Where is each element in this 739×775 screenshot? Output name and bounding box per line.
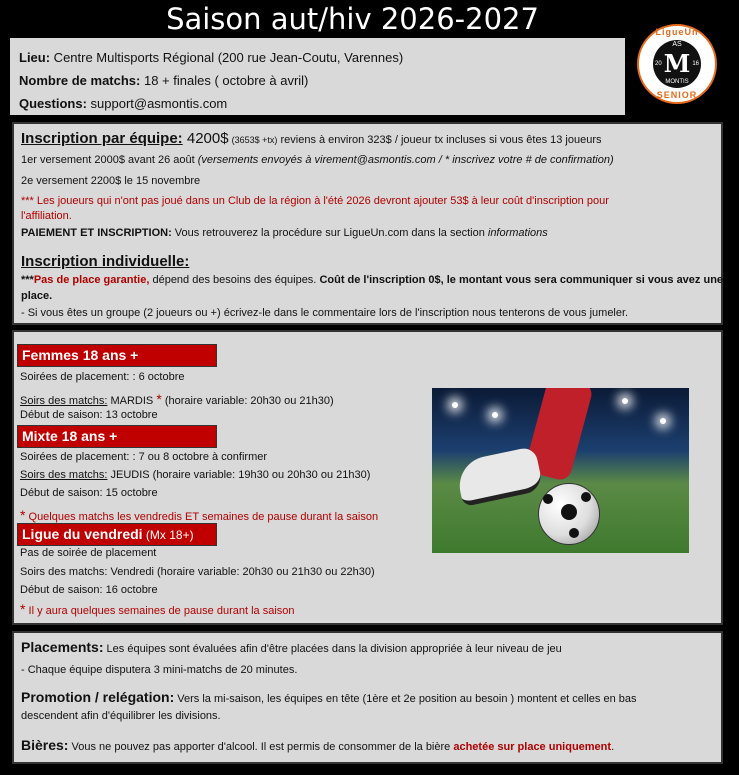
lieu-label: Lieu: bbox=[19, 50, 51, 65]
matchs-label: Nombre de matchs: bbox=[19, 73, 141, 88]
logo-top-text: LigueUn bbox=[655, 27, 699, 37]
player-boot bbox=[454, 446, 544, 507]
rules-box bbox=[12, 631, 723, 764]
stadium-light bbox=[660, 418, 666, 424]
promotion-line-cont: descendent afin d'équilibrer les divisions. bbox=[21, 710, 221, 722]
femmes-placement: Soirées de placement: : 6 octobre bbox=[20, 371, 185, 383]
placements-text: Les équipes sont évaluées afin d'être placées dans la division appropriée à leur niveau de jeu bbox=[103, 643, 562, 655]
individuelle-heading-text: Inscription individuelle: bbox=[21, 253, 190, 270]
logo-letter: M bbox=[663, 49, 691, 78]
ball-patch bbox=[569, 528, 579, 538]
femmes-debut: Début de saison: 13 octobre bbox=[20, 409, 158, 421]
bieres-line bbox=[21, 737, 614, 753]
paiement-italic: informations bbox=[487, 227, 548, 239]
vendredi-title: Ligue du vendredi bbox=[22, 526, 143, 542]
stadium-light bbox=[452, 402, 458, 408]
mixte-placement: Soirées de placement: : 7 ou 8 octobre à confirmer bbox=[20, 451, 268, 463]
mixte-soirs-value: JEUDIS (horaire variable: 19h30 ou 20h30 ou 21h30) bbox=[107, 469, 371, 481]
questions-label: Questions: bbox=[19, 96, 87, 111]
mixte-note-star: * bbox=[20, 507, 26, 523]
soccer-ball bbox=[538, 483, 600, 545]
info-box bbox=[10, 38, 625, 115]
promotion-line bbox=[21, 689, 637, 705]
vendredi-note: Il y aura quelques semaines de pause durant la saison bbox=[25, 605, 295, 617]
inscription-equipe-line bbox=[21, 130, 602, 147]
mixte-note-line bbox=[20, 507, 378, 523]
paiement-line bbox=[21, 227, 548, 239]
logo-year-right: 16 bbox=[692, 61, 699, 67]
ball-patch bbox=[561, 504, 577, 520]
ball-patch bbox=[581, 492, 591, 502]
versement1-line bbox=[21, 154, 614, 166]
affiliation-warning-cont: l'affiliation. bbox=[21, 210, 72, 222]
inscription-equipe-detail: (3653$ +tx) bbox=[231, 135, 278, 145]
matchs-row bbox=[19, 73, 308, 88]
bieres-end: . bbox=[611, 741, 615, 753]
inscription-equipe-detail2: reviens à environ 323$ / joueur tx incluses si vous êtes 13 joueurs bbox=[277, 134, 602, 146]
groupe-line: - Si vous êtes un groupe (2 joueurs ou +) écrivez-le dans le commentaire lors de l'inscription nous tenterons de vous jumeler. bbox=[21, 307, 629, 319]
indiv-stars: *** bbox=[21, 274, 34, 286]
placements-label: Placements: bbox=[21, 639, 104, 655]
mixte-heading: Mixte 18 ans + bbox=[17, 425, 217, 448]
vendredi-title-small: (Mx 18+) bbox=[142, 528, 194, 542]
individuelle-line bbox=[21, 274, 723, 286]
promotion-label: Promotion / relégation: bbox=[21, 689, 175, 705]
bieres-text: Vous ne pouvez pas apporter d'alcool. Il est permis de consommer de la bière bbox=[68, 741, 454, 753]
indiv-bold-cont: place. bbox=[21, 290, 53, 302]
versement2: 2e versement 2200$ le 15 novembre bbox=[21, 175, 201, 187]
femmes-soirs-value: MARDIS bbox=[107, 395, 157, 407]
vendredi-note-star: * bbox=[20, 601, 26, 617]
femmes-soirs-line bbox=[20, 391, 334, 407]
femmes-soirs-label: Soirs des matchs: bbox=[20, 395, 108, 407]
logo-bottom-text: SENIOR bbox=[656, 90, 698, 100]
inscription-box bbox=[12, 122, 723, 325]
inscription-equipe-heading: Inscription par équipe: bbox=[21, 130, 183, 147]
indiv-bold: Coût de l'inscription 0$, le montant vous sera communiquer si vous avez une bbox=[319, 274, 724, 286]
femmes-soirs-extra: (horaire variable: 20h30 ou 21h30) bbox=[161, 395, 334, 407]
questions-value: support@asmontis.com bbox=[86, 96, 228, 111]
mixte-debut: Début de saison: 15 octobre bbox=[20, 487, 158, 499]
matchs-value: 18 + finales ( octobre à avril) bbox=[140, 73, 309, 88]
minimatchs-line: - Chaque équipe disputera 3 mini-matchs de 20 minutes. bbox=[21, 664, 298, 676]
individuelle-heading bbox=[21, 253, 189, 270]
paiement-text: Vous retrouverez la procédure sur LigueUn.com dans la section bbox=[171, 227, 488, 239]
lieu-row bbox=[19, 50, 403, 65]
logo-area bbox=[625, 14, 739, 115]
soccer-photo bbox=[432, 388, 689, 553]
vendredi-debut: Début de saison: 16 octobre bbox=[20, 584, 158, 596]
vendredi-soirs: Soirs des matchs: Vendredi (horaire variable: 20h30 ou 21h30 ou 22h30) bbox=[20, 566, 375, 578]
mixte-soirs-label: Soirs des matchs: bbox=[20, 469, 108, 481]
paiement-label: PAIEMENT ET INSCRIPTION: bbox=[21, 227, 172, 239]
vendredi-note-line bbox=[20, 601, 295, 617]
versement1-note: (versements envoyés à virement@asmontis.com / * inscrivez votre # de confirmation) bbox=[197, 154, 614, 166]
femmes-star: * bbox=[156, 391, 162, 407]
logo-montis-text: MONTIS bbox=[665, 79, 689, 85]
ball-patch bbox=[543, 494, 553, 504]
vendredi-placement: Pas de soirée de placement bbox=[20, 547, 157, 559]
logo-badge bbox=[653, 40, 701, 88]
promotion-text: Vers la mi-saison, les équipes en tête (1ère et 2e position au besoin ) montent et celles en bas bbox=[174, 693, 637, 705]
versement1: 1er versement 2000$ avant 26 août bbox=[21, 154, 198, 166]
indiv-no-guarantee: Pas de place garantie, bbox=[33, 274, 150, 286]
logo-year-left: 20 bbox=[655, 61, 662, 67]
mixte-note: Quelques matchs les vendredis ET semaines de pause durant la saison bbox=[25, 511, 379, 523]
bieres-red: achetée sur place uniquement bbox=[453, 741, 612, 753]
indiv-text: dépend des besoins des équipes. bbox=[149, 274, 320, 286]
affiliation-warning: *** Les joueurs qui n'ont pas joué dans un Club de la région à l'été 2026 devront ajouter 53$ à leur coût d'inscription pour bbox=[21, 195, 609, 207]
stadium-light bbox=[492, 412, 498, 418]
vendredi-heading bbox=[17, 523, 217, 546]
page-title: Saison aut/hiv 2026-2027 bbox=[166, 2, 539, 36]
logo-as-text: AS bbox=[672, 41, 682, 48]
placements-line bbox=[21, 639, 562, 655]
femmes-heading: Femmes 18 ans + bbox=[17, 344, 217, 367]
mixte-soirs-line bbox=[20, 469, 370, 481]
questions-row bbox=[19, 96, 227, 111]
league-logo bbox=[637, 24, 717, 104]
lieu-value: Centre Multisports Régional (200 rue Jean-Coutu, Varennes) bbox=[50, 50, 404, 65]
inscription-equipe-price: 4200$ bbox=[182, 130, 229, 147]
bieres-label: Bières: bbox=[21, 737, 69, 753]
stadium-light bbox=[622, 398, 628, 404]
